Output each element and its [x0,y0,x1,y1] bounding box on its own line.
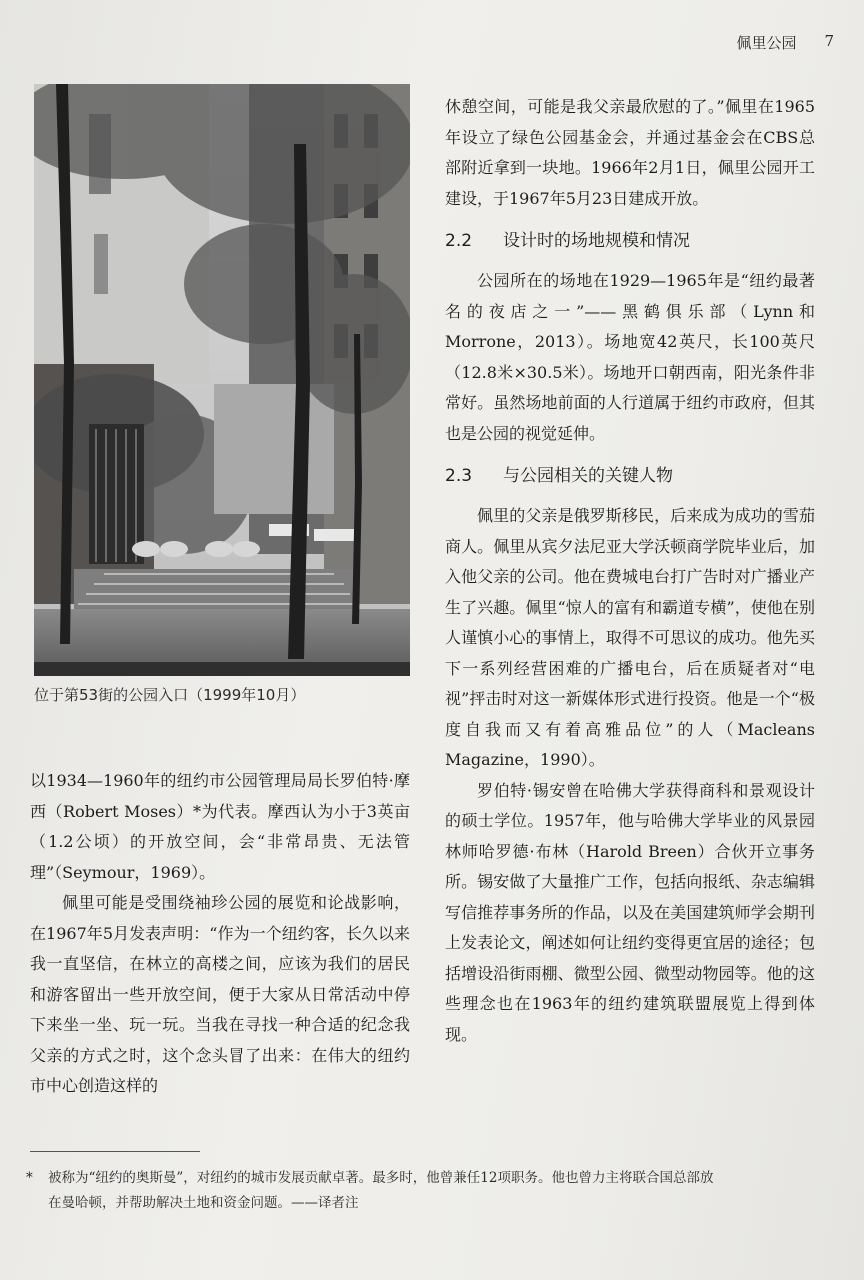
figure-caption: 位于第53街的公园入口（1999年10月） [34,686,306,704]
footnote-text-continued: 在曼哈顿，并帮助解决土地和资金问题。——译者注 [48,1195,359,1211]
section-title: 与公园相关的关键人物 [503,466,673,486]
left-text-column [30,766,410,1102]
section-heading-2-2 [445,226,815,256]
paragraph: 公园所在的场地在1929—1965年是“纽约最著名的夜店之一”——黑鹤俱乐部（Lynn和Morrone，2013）。场地宽42英尺，长100英尺（12.8米×30.5米）。场地开口朝西南，阳光条件非常好。虽然场地前面的人行道属于纽约市政府，但其也是公园的视觉延伸。 [445,271,815,443]
footnote-divider [30,1151,200,1152]
section-number: 2.2 [445,231,473,251]
page-number: 7 [824,32,834,50]
paragraph: 休憩空间，可能是我父亲最欣慰的了。”佩里在1965年设立了绿色公园基金会，并通过基金会在CBS总部附近拿到一块地。1966年2月1日，佩里公园开工建设，于1967年5月23日建成开放。 [445,97,815,208]
section-heading-2-3 [445,461,815,491]
paragraph: 以1934—1960年的纽约市公园管理局局长罗伯特·摩西（Robert Moses）*为代表。摩西认为小于3英亩（1.2公顷）的开放空间，会“非常昂贵、无法管理”（Seymour，1969）。 [30,771,410,882]
footnote-marker: * [26,1170,33,1186]
paragraph: 佩里的父亲是俄罗斯移民，后来成为成功的雪茄商人。佩里从宾夕法尼亚大学沃顿商学院毕业后，加入他父亲的公司。他在费城电台打广告时对广播业产生了兴趣。佩里“惊人的富有和霸道专横”，使他在别人谨慎小心的事情上，取得不可思议的成功。他先买下一系列经营困难的广播电台，后在质疑者对“电视”抨击时对这一新媒体形式进行投资。他是一个“极度自我而又有着高雅品位”的人（Macleans Magazine，1990）。 [445,506,815,769]
section-number: 2.3 [445,466,473,486]
right-text-column [445,92,815,1050]
footnote-text: 被称为“纽约的奥斯曼”，对纽约的城市发展贡献卓著。最多时，他曾兼任12项职务。他也曾力主将联合国总部放 [48,1170,714,1186]
section-title: 佩里公园 [736,34,797,52]
running-head [736,32,834,53]
footnote [26,1166,816,1216]
paragraph: 佩里可能是受围绕袖珍公园的展览和论战影响，在1967年5月发表声明：“作为一个纽约客，长久以来我一直坚信，在林立的高楼之间，应该为我们的居民和游客留出一些开放空间，便于大家从日常活动中停下来坐一坐、玩一玩。当我在寻找一种合适的纪念我父亲的方式之时，这个念头冒了出来：在伟大的纽约市中心创造这样的 [30,893,410,1095]
paragraph: 罗伯特·锡安曾在哈佛大学获得商科和景观设计的硕士学位。1957年，他与哈佛大学毕业的风景园林师哈罗德·布林（Harold Breen）合伙开立事务所。锡安做了大量推广工作，包括向报纸、杂志编辑写信推荐事务所的作品，以及在美国建筑师学会期刊上发表论文，阐述如何让纽约变得更宜居的途径；包括增设沿街雨棚、微型公园、微型动物园等。他的这些理念也在1963年的纽约建筑联盟展览上得到体现。 [445,780,815,1044]
park-entrance-photo [34,84,410,676]
section-title: 设计时的场地规模和情况 [503,231,690,251]
